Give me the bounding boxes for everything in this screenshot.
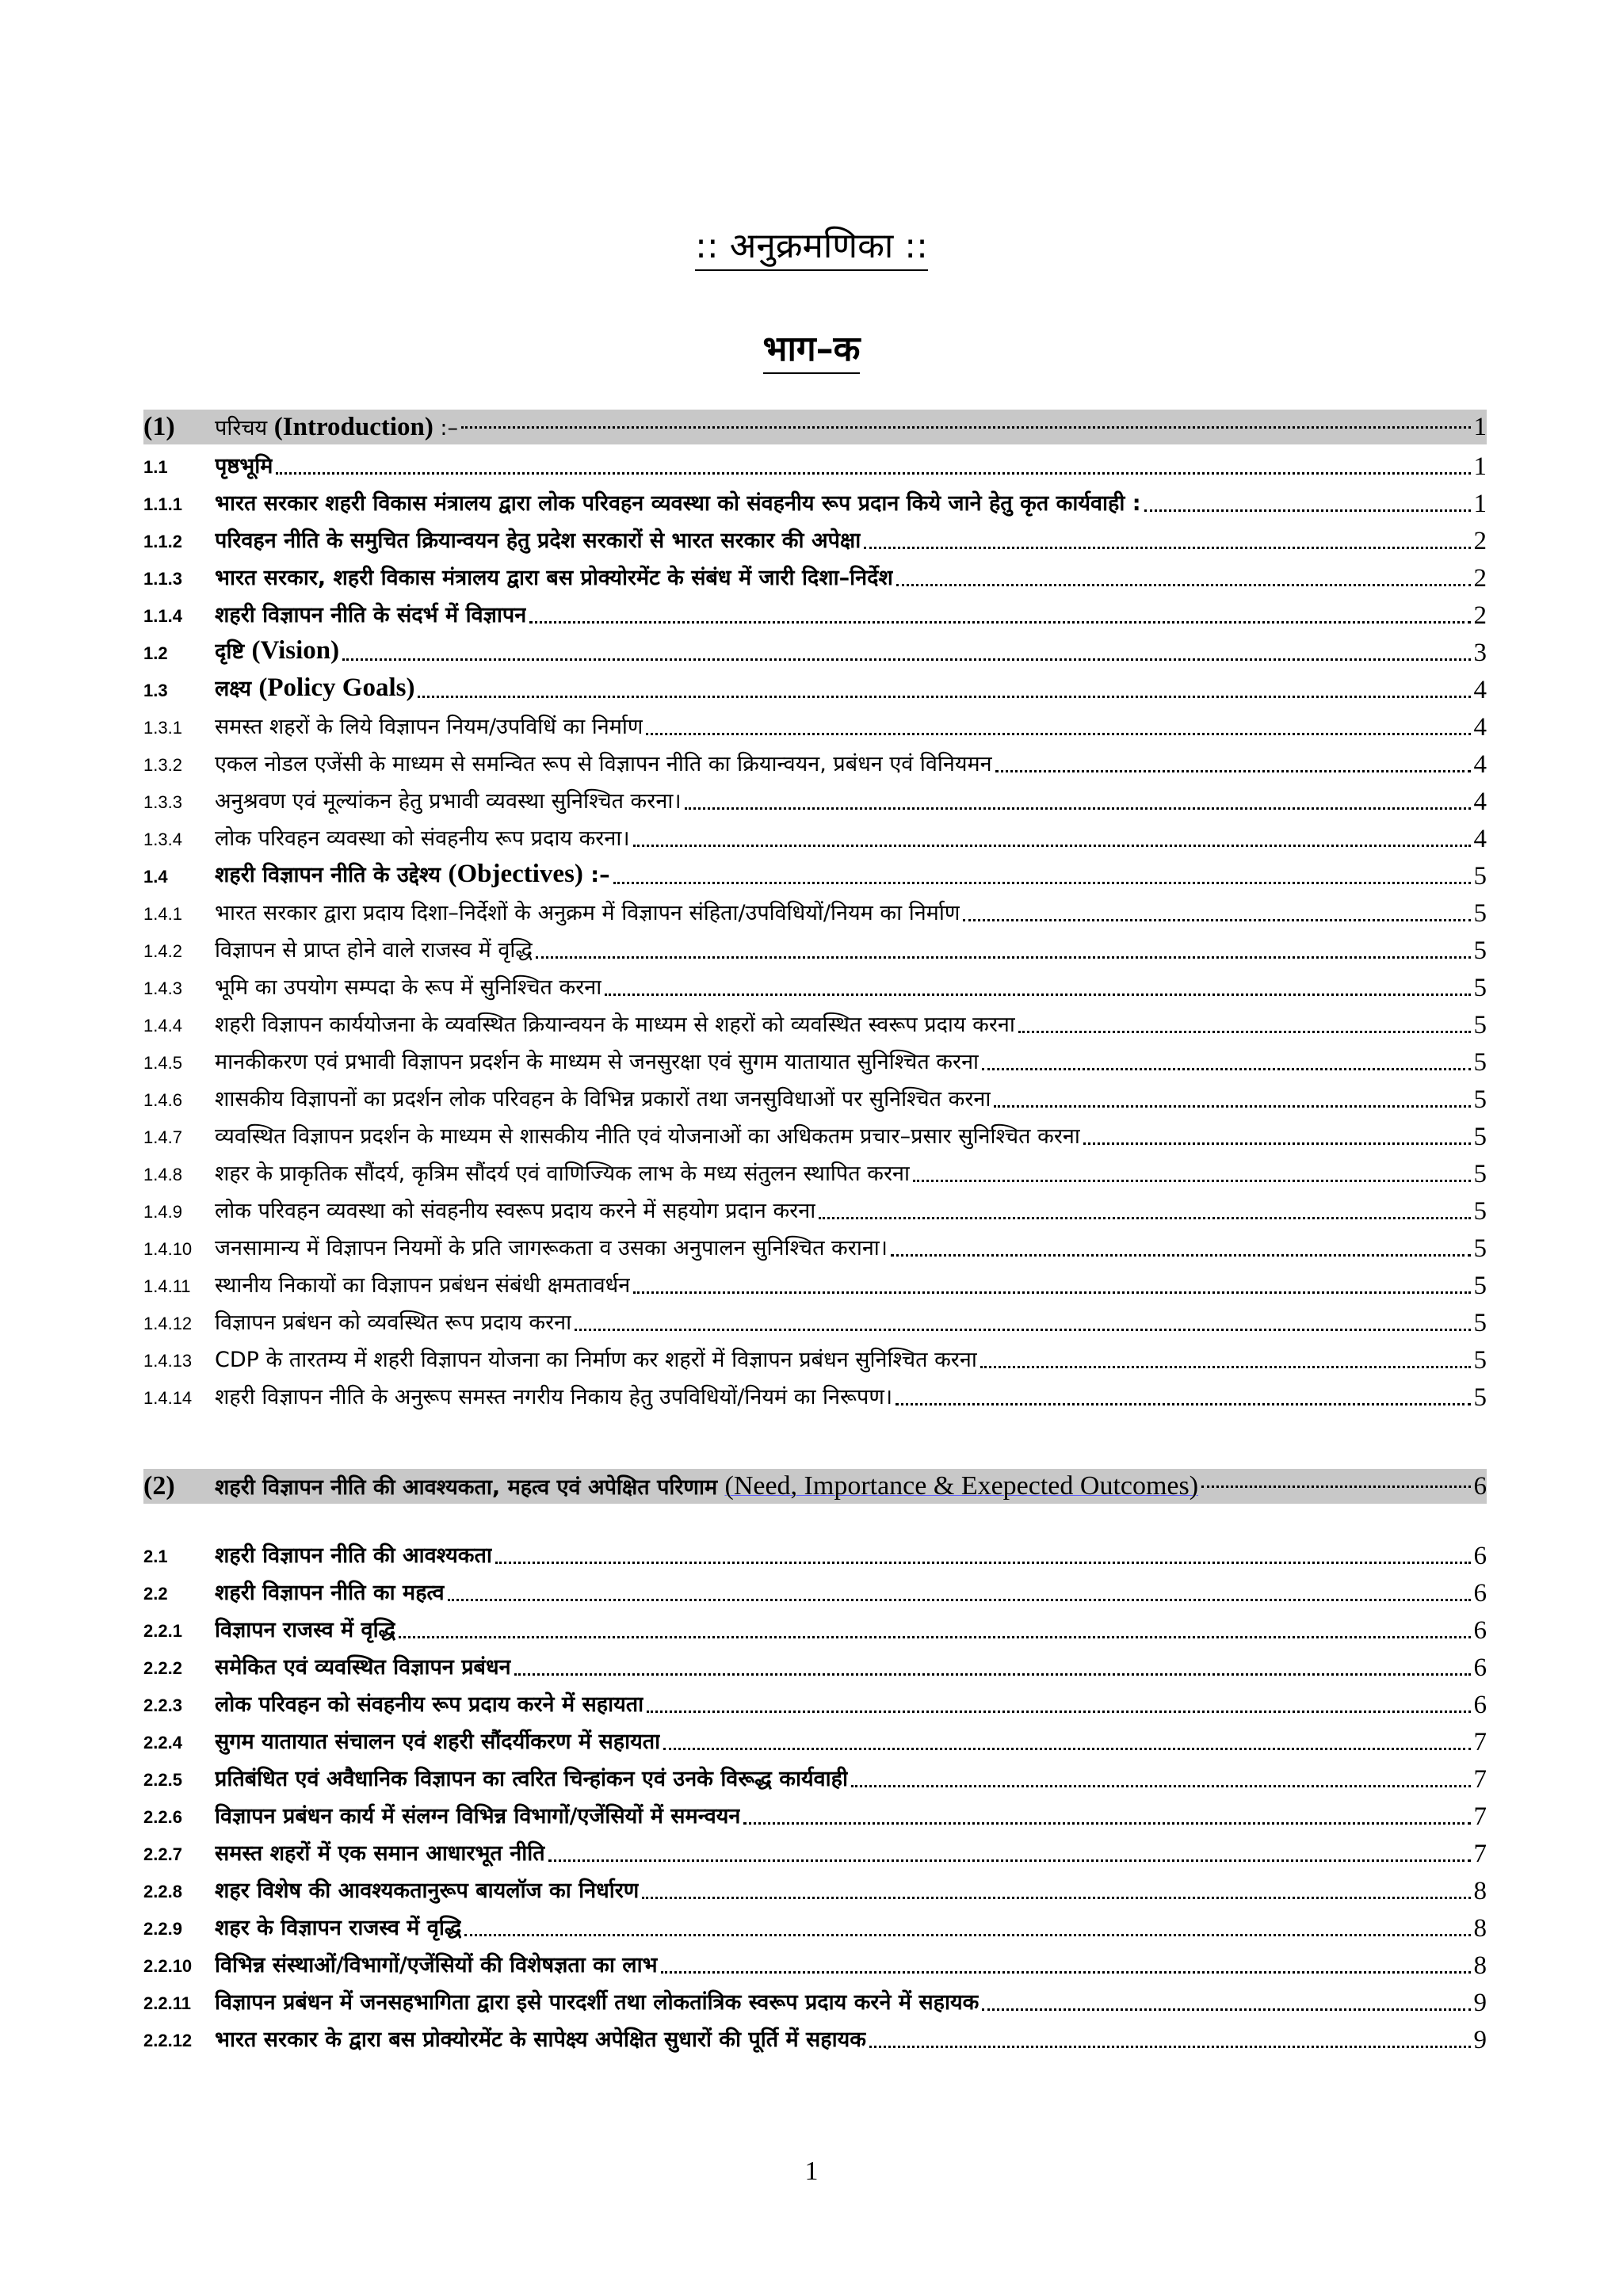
page-number: 2 [1473, 527, 1487, 555]
entry-title: शहर विशेष की आवश्यकतानुरूप बायलॉज का निर्धारण [215, 1878, 640, 1903]
toc-entry[interactable] [143, 558, 1487, 595]
entry-title: विज्ञापन प्रबंधन को व्यवस्थित रूप प्रदाय करना [215, 1310, 572, 1335]
page-number: 9 [1473, 2026, 1487, 2054]
toc-entry[interactable] [143, 1005, 1487, 1042]
toc-entry[interactable] [143, 1116, 1487, 1154]
entry-title: व्यवस्थित विज्ञापन प्रदर्शन के माध्यम से शासकीय नीति एवं योजनाओं का अधिकतम प्रचार–प्रसार सुनिश्चित करना [215, 1124, 1080, 1149]
dot-leader [646, 732, 1470, 735]
entry-title: भारत सरकार के द्वारा बस प्रोक्योरमेंट के सापेक्ष्य अपेक्षित सुधारों की पूर्ति में सहायक [215, 2027, 867, 2052]
toc-entry[interactable] [143, 483, 1487, 521]
page-number: 5 [1473, 974, 1487, 1002]
dot-leader [642, 1896, 1470, 1899]
dot-leader [661, 1970, 1471, 1974]
page-number: 6 [1473, 1691, 1487, 1719]
dot-leader [399, 1635, 1470, 1638]
entry-number: 1.4.12 [143, 1314, 193, 1333]
dot-leader [1018, 1030, 1471, 1033]
page-number: 8 [1473, 1951, 1487, 1980]
page-number: 6 [1473, 1471, 1487, 1501]
dot-leader [963, 918, 1470, 921]
toc-section-2-items [143, 1535, 1487, 2057]
page-number: 2 [1473, 601, 1487, 630]
toc-entry[interactable] [143, 1945, 1487, 1982]
entry-title: प्रतिबंधित एवं अवैधानिक विज्ञापन का त्वरित चिन्हांकन एवं उनके विरूद्ध कार्यवाही [215, 1767, 848, 1791]
entry-number: 1.1.1 [143, 494, 182, 514]
page-number: 2 [1473, 564, 1487, 593]
page-number: 9 [1473, 1989, 1487, 2017]
toc-entry[interactable] [143, 1573, 1487, 1610]
entry-number: 1.4.10 [143, 1239, 193, 1259]
dot-leader [851, 1784, 1471, 1787]
toc-entry[interactable] [143, 1684, 1487, 1722]
toc-entry[interactable] [143, 595, 1487, 632]
entry-number: 1.1.3 [143, 569, 182, 589]
page-number: 5 [1473, 936, 1487, 965]
entry-title: विज्ञापन राजस्व में वृद्धि [215, 1618, 396, 1642]
toc-entry[interactable] [143, 669, 1487, 707]
toc-entry[interactable] [143, 1154, 1487, 1191]
page-number: 5 [1473, 1160, 1487, 1188]
dot-leader [1144, 509, 1471, 512]
section-title: परिचय (Introduction) :– [215, 413, 459, 441]
toc-section-1 [143, 410, 1487, 444]
entry-number: 1.4.1 [143, 904, 182, 924]
page-number: 4 [1473, 788, 1487, 816]
page-title [0, 220, 1623, 268]
section-number: (2) [143, 1471, 175, 1501]
page-number: 5 [1473, 1383, 1487, 1412]
entry-title: अनुश्रवण एवं मूल्यांकन हेतु प्रभावी व्यवस्था सुनिश्चित करना। [215, 789, 682, 814]
page-number: 7 [1473, 1840, 1487, 1868]
page-number: 7 [1473, 1802, 1487, 1831]
page-number: 5 [1473, 1123, 1487, 1151]
page-number: 5 [1473, 1048, 1487, 1077]
entry-title: CDP के तारतम्य में शहरी विज्ञापन योजना का निर्माण कर शहरों में विज्ञापन प्रबंधन सुनिश्चित करना [215, 1348, 977, 1372]
entry-number: 2.2 [143, 1584, 168, 1604]
toc-entry[interactable] [143, 1535, 1487, 1573]
toc-entry[interactable] [143, 521, 1487, 558]
page-number: 7 [1473, 1728, 1487, 1756]
entry-number: 2.2.10 [143, 1956, 193, 1976]
toc-entry[interactable] [143, 967, 1487, 1005]
dot-leader [464, 1933, 1470, 1936]
dot-leader [342, 658, 1470, 661]
entry-title: सुगम यातायात संचालन एवं शहरी सौंदर्यीकरण में सहायता [215, 1730, 661, 1754]
entry-title: समस्त शहरों के लिये विज्ञापन नियम/उपविधिं का निर्माण [215, 715, 643, 739]
toc-entry[interactable] [143, 1908, 1487, 1945]
dot-leader [633, 844, 1471, 847]
toc-section-2 [143, 1469, 1487, 1504]
dot-leader [869, 2045, 1470, 2048]
entry-number: 2.1 [143, 1547, 168, 1566]
dot-leader [448, 1598, 1471, 1601]
dot-leader [548, 1859, 1471, 1862]
dot-leader [575, 1328, 1470, 1331]
section-1-heading[interactable] [143, 410, 1487, 444]
entry-title: लक्ष्य (Policy Goals) [215, 673, 415, 702]
page-number: 5 [1473, 862, 1487, 891]
toc-entry[interactable] [143, 1340, 1487, 1377]
entry-title: शहरी विज्ञापन कार्ययोजना के व्यवस्थित क्रियान्वयन के माध्यम से शहरों को व्यवस्थित स्वरूप प्रदाय करना [215, 1013, 1015, 1037]
dot-leader [819, 1216, 1470, 1219]
dot-leader [995, 769, 1471, 772]
toc-entry[interactable] [143, 1871, 1487, 1908]
entry-title: स्थानीय निकायों का विज्ञापन प्रबंधन संबंधी क्षमतावर्धन [215, 1273, 631, 1298]
toc-entry[interactable] [143, 744, 1487, 781]
toc-entry[interactable] [143, 1982, 1487, 2019]
dot-leader [663, 1747, 1470, 1750]
toc-entry[interactable] [143, 632, 1487, 669]
entry-title: विज्ञापन प्रबंधन कार्य में संलग्न विभिन्न विभागों/एजेंसियों में समन्वयन [215, 1804, 741, 1829]
dot-leader [536, 955, 1471, 959]
section-title: शहरी विज्ञापन नीति की आवश्यकता, महत्व एवं अपेक्षित परिणाम (Need, Importance & Exepected Outcomes) [215, 1471, 1199, 1501]
entry-title: मानकीकरण एवं प्रभावी विज्ञापन प्रदर्शन के माध्यम से जनसुरक्षा एवं सुगम यातायात सुनिश्चित करना [215, 1050, 980, 1074]
entry-number: 2.2.11 [143, 1993, 191, 2013]
entry-number: 1.4.9 [143, 1202, 182, 1222]
entry-title: शहरी विज्ञापन नीति की आवश्यकता [215, 1543, 492, 1568]
page-number: 7 [1473, 1765, 1487, 1794]
entry-number: 2.2.12 [143, 2031, 193, 2050]
entry-title: समेकित एवं व्यवस्थित विज्ञापन प्रबंधन [215, 1655, 511, 1680]
toc-entry[interactable] [143, 818, 1487, 856]
entry-number: 1.4.14 [143, 1388, 193, 1408]
toc-entry[interactable] [143, 1377, 1487, 1414]
entry-title: समस्त शहरों में एक समान आधारभूत नीति [215, 1841, 545, 1866]
entry-title: शहरी विज्ञापन नीति के अनुरूप समस्त नगरीय निकाय हेतु उपविधियों/नियमं का निरूपण। [215, 1385, 893, 1409]
page-number: 1 [1473, 452, 1487, 481]
toc-entry[interactable] [143, 781, 1487, 818]
page-number: 5 [1473, 1346, 1487, 1375]
dot-leader [982, 1067, 1470, 1070]
page-title-text: :: अनुक्रमणिका :: [695, 226, 928, 271]
toc-entry[interactable] [143, 1647, 1487, 1684]
dot-leader [1201, 1485, 1470, 1488]
toc-entry[interactable] [143, 1191, 1487, 1228]
entry-number: 1.2 [143, 643, 168, 663]
entry-title: विज्ञापन से प्राप्त होने वाले राजस्व में वृद्धि [215, 938, 533, 963]
page-number: 5 [1473, 1085, 1487, 1114]
page-number: 4 [1473, 713, 1487, 742]
toc-entry[interactable] [143, 1228, 1487, 1265]
dot-leader [605, 993, 1470, 996]
toc-entry[interactable] [143, 1079, 1487, 1116]
entry-number: 2.2.5 [143, 1770, 182, 1790]
toc-entry[interactable] [143, 1302, 1487, 1340]
section-2-heading[interactable] [143, 1469, 1487, 1504]
page-number: 1 [1473, 490, 1487, 518]
dot-leader [980, 1365, 1471, 1368]
dot-leader [896, 1402, 1470, 1405]
toc-section-1-items [143, 446, 1487, 1414]
entry-title: लोक परिवहन व्यवस्था को संवहनीय रूप प्रदाय करना। [215, 826, 630, 851]
page-number: 6 [1473, 1616, 1487, 1645]
entry-title: शासकीय विज्ञापनों का प्रदर्शन लोक परिवहन के विभिन्न प्रकारों तथा जनसुविधाओं पर सुनिश्चित करना [215, 1087, 991, 1112]
dot-leader [913, 1179, 1471, 1182]
toc-entry[interactable] [143, 1042, 1487, 1079]
dot-leader [276, 471, 1470, 475]
footer-page-number: 1 [804, 2157, 819, 2186]
page-number: 8 [1473, 1877, 1487, 1905]
entry-title: भूमि का उपयोग सम्पदा के रूप में सुनिश्चित करना [215, 975, 602, 1000]
entry-number: 1.3.4 [143, 830, 182, 849]
dot-leader [864, 546, 1470, 549]
dot-leader [514, 1672, 1471, 1676]
dot-leader [685, 807, 1471, 810]
entry-title: शहर के प्राकृतिक सौंदर्य, कृत्रिम सौंदर्य एवं वाणिज्यिक लाभ के मध्य संतुलन स्थापित करना [215, 1161, 910, 1186]
entry-number: 1.4.13 [143, 1351, 193, 1371]
toc-entry[interactable] [143, 1759, 1487, 1796]
toc-entry[interactable] [143, 893, 1487, 930]
entry-title: विज्ञापन प्रबंधन में जनसहभागिता द्वारा इसे पारदर्शी तथा लोकतांत्रिक स्वरूप प्रदाय करने में सहायक [215, 1990, 980, 2015]
entry-title: लोक परिवहन व्यवस्था को संवहनीय स्वरूप प्रदाय करने में सहयोग प्रदान करना [215, 1199, 816, 1223]
page-number: 5 [1473, 1011, 1487, 1039]
toc-entry[interactable] [143, 1796, 1487, 1833]
page-number: 8 [1473, 1914, 1487, 1943]
page-number: 6 [1473, 1653, 1487, 1682]
page-number: 4 [1473, 676, 1487, 704]
entry-number: 1.3.1 [143, 718, 182, 738]
page-number: 4 [1473, 750, 1487, 779]
dot-leader [1083, 1142, 1471, 1145]
dot-leader [994, 1104, 1470, 1108]
toc-entry[interactable] [143, 856, 1487, 893]
entry-number: 1.3 [143, 681, 168, 700]
dot-leader [743, 1821, 1470, 1825]
dot-leader [982, 2008, 1470, 2011]
entry-number: 2.2.6 [143, 1807, 182, 1827]
entry-number: 1.3.2 [143, 755, 182, 775]
entry-title: विभिन्न संस्थाओं/विभागों/एजेंसियों की विशेषज्ञता का लाभ [215, 1953, 658, 1978]
dot-leader [891, 1253, 1470, 1257]
entry-number: 1.4.5 [143, 1053, 182, 1073]
entry-number: 1.1 [143, 457, 168, 477]
entry-title: पृष्ठभूमि [215, 454, 273, 479]
section-number: (1) [143, 412, 175, 441]
toc-entry[interactable] [143, 930, 1487, 967]
page-number: 5 [1473, 1234, 1487, 1263]
toc-entry[interactable] [143, 707, 1487, 744]
entry-title: शहर के विज्ञापन राजस्व में वृद्धि [215, 1916, 462, 1940]
page-number: 1 [1473, 412, 1487, 441]
entry-title: परिवहन नीति के समुचित क्रियान्वयन हेतु प्रदेश सरकारों से भारत सरकार की अपेक्षा [215, 528, 861, 553]
dot-leader [418, 695, 1470, 698]
entry-number: 2.2.7 [143, 1844, 182, 1864]
page-number: 6 [1473, 1542, 1487, 1570]
dot-leader [613, 881, 1471, 884]
entry-number: 1.1.2 [143, 532, 182, 551]
toc-entry[interactable] [143, 1722, 1487, 1759]
entry-title: भारत सरकार द्वारा प्रदाय दिशा–निर्देशों के अनुक्रम में विज्ञापन संहिता/उपविधियों/नियम का निर्माण [215, 901, 960, 925]
entry-number: 2.2.1 [143, 1621, 182, 1641]
entry-number: 2.2.3 [143, 1695, 182, 1715]
entry-number: 2.2.8 [143, 1882, 182, 1901]
entry-title: भारत सरकार, शहरी विकास मंत्रालय द्वारा बस प्रोक्योरमेंट के संबंध में जारी दिशा–निर्देश [215, 566, 893, 590]
entry-number: 1.1.4 [143, 606, 182, 626]
entry-number: 2.2.4 [143, 1733, 182, 1753]
entry-number: 1.4.6 [143, 1090, 182, 1110]
dot-leader [647, 1710, 1470, 1713]
toc-entry[interactable] [143, 2019, 1487, 2057]
entry-number: 1.4.3 [143, 978, 182, 998]
entry-number: 2.2.2 [143, 1658, 182, 1678]
dot-leader [529, 620, 1470, 624]
page-number: 5 [1473, 1197, 1487, 1226]
entry-title: शहरी विज्ञापन नीति के उद्देश्य (Objectives) :– [215, 860, 610, 888]
entry-title: भारत सरकार शहरी विकास मंत्रालय द्वारा लोक परिवहन व्यवस्था को संवहनीय रूप प्रदान किये जाने हेतु कृत कार्यवाही : [215, 491, 1141, 516]
entry-title: लोक परिवहन को संवहनीय रूप प्रदाय करने में सहायता [215, 1692, 644, 1717]
entry-number: 1.4.11 [143, 1276, 191, 1296]
page-number: 5 [1473, 899, 1487, 928]
dot-leader [633, 1291, 1470, 1294]
entry-title: शहरी विज्ञापन नीति के संदर्भ में विज्ञापन [215, 603, 527, 627]
part-title [0, 323, 1623, 371]
entry-number: 1.4.8 [143, 1165, 182, 1184]
toc-entry[interactable] [143, 1833, 1487, 1871]
page-number: 6 [1473, 1579, 1487, 1608]
dot-leader [461, 425, 1470, 429]
page-number: 5 [1473, 1272, 1487, 1300]
entry-title: शहरी विज्ञापन नीति का महत्व [215, 1581, 445, 1605]
entry-number: 1.4.2 [143, 941, 182, 961]
dot-leader [495, 1561, 1471, 1564]
dot-leader [896, 583, 1471, 586]
toc-entry[interactable] [143, 446, 1487, 483]
entry-number: 2.2.9 [143, 1919, 182, 1939]
entry-number: 1.4 [143, 867, 168, 887]
toc-entry[interactable] [143, 1610, 1487, 1647]
part-title-text: भाग–क [763, 329, 861, 374]
entry-number: 1.4.4 [143, 1016, 182, 1035]
entry-number: 1.4.7 [143, 1127, 182, 1147]
entry-title: एकल नोडल एजेंसी के माध्यम से समन्वित रूप से विज्ञापन नीति का क्रियान्वयन, प्रबंधन एवं विनियमन [215, 752, 992, 776]
entry-title: दृष्टि (Vision) [215, 636, 340, 665]
page-number: 3 [1473, 639, 1487, 667]
entry-number: 1.3.3 [143, 792, 182, 812]
page-number: 4 [1473, 825, 1487, 853]
toc-entry[interactable] [143, 1265, 1487, 1302]
entry-title: जनसामान्य में विज्ञापन नियमों के प्रति जागरूकता व उसका अनुपालन सुनिश्चित कराना। [215, 1236, 888, 1261]
page-number: 5 [1473, 1309, 1487, 1337]
